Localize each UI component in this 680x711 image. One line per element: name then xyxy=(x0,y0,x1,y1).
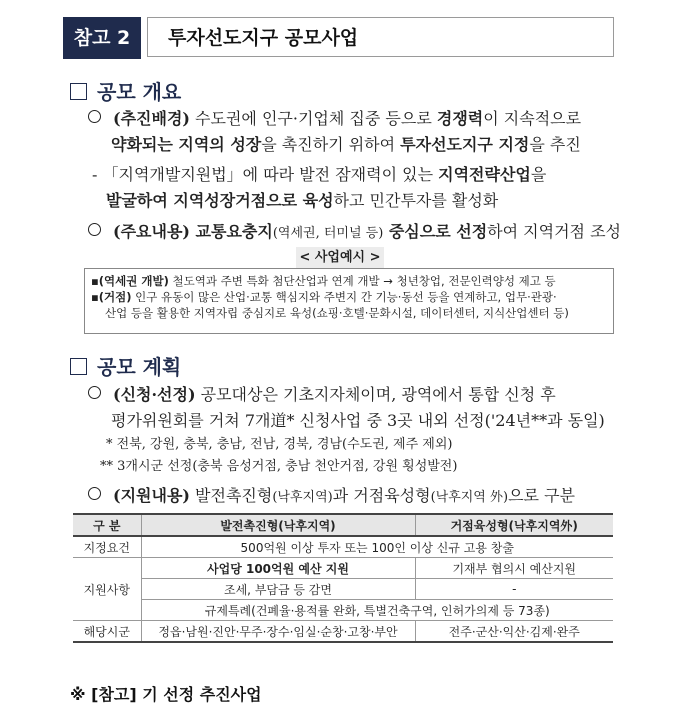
support-table xyxy=(73,513,613,643)
support-hub-budget: 기재부 협의시 예산지원 xyxy=(415,558,613,579)
support-hub-tax: - xyxy=(415,579,613,600)
example-label: < 사업예시 > xyxy=(296,247,384,269)
section-overview-heading: 공모 개요 xyxy=(70,76,181,105)
regions-hub: 전주·군산·익산·김제·완주 xyxy=(415,621,613,643)
example-station: ▪(역세권 개발) 철도역과 주변 특화 첨단산업과 연계 개발 → 청년창업, 전문인력양성 제고 등 xyxy=(91,274,556,288)
example-hub: ▪(거점) 인구 유동이 많은 산업·교통 핵심지와 주변지 간 기능·동선 등을 연계하고, 업무·관광· xyxy=(91,290,557,304)
example-box xyxy=(84,268,614,334)
support-dev-tax: 조세, 부담금 등 감면 xyxy=(141,579,415,600)
row-label-support: 지원사항 xyxy=(73,558,141,621)
row-label-requirement: 지정요건 xyxy=(73,536,141,558)
apply-line-2: 평가위원회를 거쳐 7개道* 신청사업 중 3곳 내외 선정('24년**과 동일) xyxy=(111,411,605,430)
table-row xyxy=(73,579,613,600)
circle-bullet-icon xyxy=(88,386,101,399)
law-line-1: - 「지역개발지원법」에 따라 발전 잠재력이 있는 지역전략산업을 xyxy=(92,165,547,184)
circle-bullet-icon xyxy=(88,487,101,500)
header-category: 구 분 xyxy=(73,514,141,536)
page-title: 투자선도지구 공모사업 xyxy=(147,17,614,57)
table-row xyxy=(73,600,613,621)
support-line: (지원내용) 발전촉진형(낙후지역)과 거점육성형(낙후지역 外)으로 구분 xyxy=(88,483,575,506)
square-bullet-icon xyxy=(70,83,87,100)
regions-dev: 정읍·남원·진안·무주·장수·임실·순창·고창·부안 xyxy=(141,621,415,643)
support-common: 규제특례(건폐율·용적률 완화, 특별건축구역, 인허가의제 등 73종) xyxy=(141,600,613,621)
background-line-2: 약화되는 지역의 성장을 촉진하기 위하여 투자선도지구 지정을 추진 xyxy=(111,135,581,154)
example-hub-cont: 산업 등을 활용한 지역자립 중심지로 육성(쇼핑·호텔·문화시설, 데이터센터, 지식산업센터 등) xyxy=(105,306,569,320)
row-label-regions: 해당시군 xyxy=(73,621,141,643)
law-line-2: 발굴하여 지역성장거점으로 육성하고 민간투자를 활성화 xyxy=(106,191,499,210)
table-row xyxy=(73,536,613,558)
footer-reference: ※ [참고] 기 선정 추진사업 xyxy=(70,685,262,704)
support-dev-budget: 사업당 100억원 예산 지원 xyxy=(141,558,415,579)
background-line-1: (추진배경) 수도권에 인구·기업체 집중 등으로 경쟁력이 지속적으로 xyxy=(88,106,581,129)
table-header-row xyxy=(73,514,613,536)
table-row xyxy=(73,621,613,643)
requirement-value: 500억원 이상 투자 또는 100인 이상 신규 고용 창출 xyxy=(141,536,613,558)
header-hub: 거점육성형(낙후지역外) xyxy=(415,514,613,536)
note-1: * 전북, 강원, 충북, 충남, 전남, 경북, 경남(수도권, 제주 제외) xyxy=(106,437,453,452)
table-row xyxy=(73,558,613,579)
note-2: ** 3개시군 선정(충북 음성거점, 충남 천안거점, 강원 횡성발전) xyxy=(100,459,458,474)
section-plan-heading: 공모 계획 xyxy=(70,351,181,380)
circle-bullet-icon xyxy=(88,110,101,123)
main-content-line: (주요내용) 교통요충지(역세권, 터미널 등) 중심으로 선정하여 지역거점 조성 xyxy=(88,219,621,242)
square-bullet-icon xyxy=(70,358,87,375)
header-development: 발전촉진형(낙후지역) xyxy=(141,514,415,536)
apply-line-1: (신청·선정) 공모대상은 기초지자체이며, 광역에서 통합 신청 후 xyxy=(88,382,556,405)
reference-tag: 참고 2 xyxy=(63,17,141,59)
circle-bullet-icon xyxy=(88,223,101,236)
header xyxy=(63,17,616,59)
